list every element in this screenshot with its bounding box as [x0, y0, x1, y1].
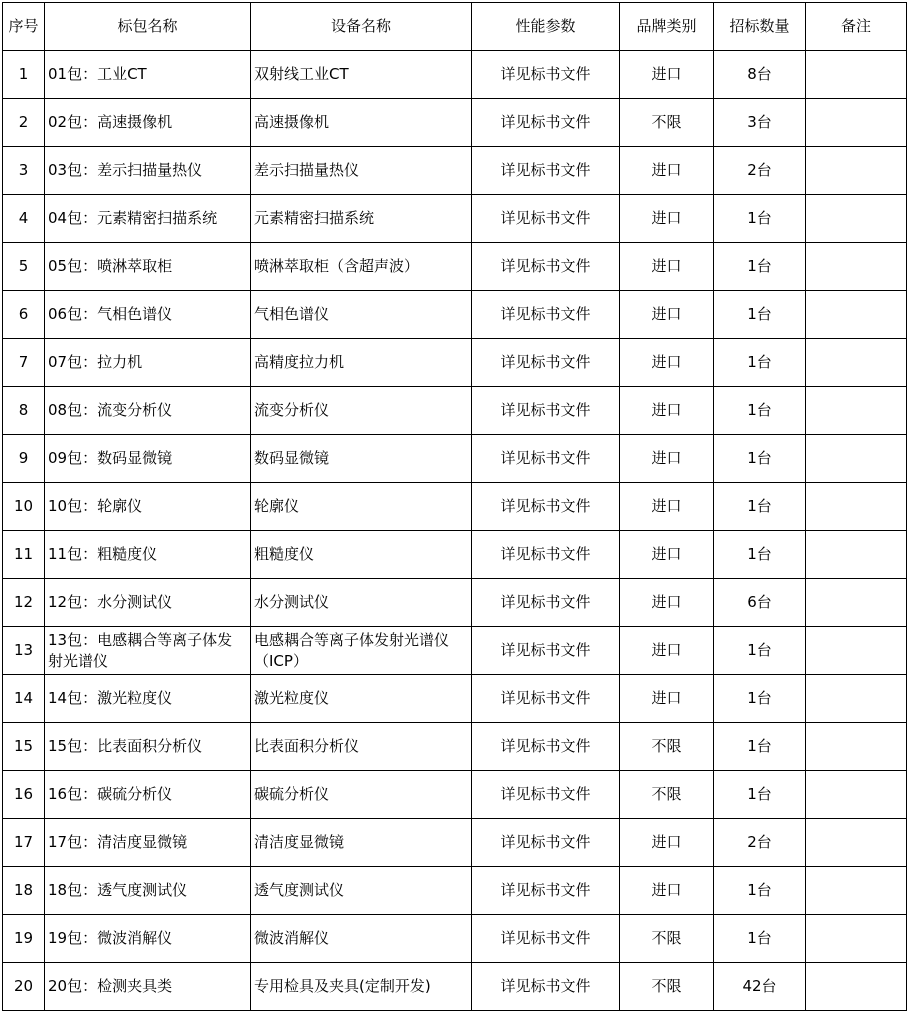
table-row [3, 675, 907, 723]
cell-seq: 19 [3, 915, 45, 963]
cell-package: 08包：流变分析仪 [45, 387, 251, 435]
header-params: 性能参数 [472, 3, 620, 51]
cell-params: 详见标书文件 [472, 675, 620, 723]
cell-package: 05包：喷淋萃取柜 [45, 243, 251, 291]
cell-remark [806, 963, 907, 1011]
table-row [3, 963, 907, 1011]
cell-brand: 进口 [620, 243, 714, 291]
cell-remark [806, 771, 907, 819]
cell-seq: 4 [3, 195, 45, 243]
cell-seq: 10 [3, 483, 45, 531]
cell-package: 03包：差示扫描量热仪 [45, 147, 251, 195]
cell-package: 14包：激光粒度仪 [45, 675, 251, 723]
cell-seq: 15 [3, 723, 45, 771]
cell-qty: 1台 [714, 243, 806, 291]
cell-brand: 进口 [620, 195, 714, 243]
cell-seq: 11 [3, 531, 45, 579]
cell-package: 16包：碳硫分析仪 [45, 771, 251, 819]
table-row [3, 819, 907, 867]
cell-params: 详见标书文件 [472, 531, 620, 579]
cell-params: 详见标书文件 [472, 243, 620, 291]
cell-qty: 8台 [714, 51, 806, 99]
cell-equipment: 数码显微镜 [251, 435, 472, 483]
cell-remark [806, 483, 907, 531]
cell-qty: 1台 [714, 435, 806, 483]
cell-seq: 14 [3, 675, 45, 723]
cell-qty: 1台 [714, 531, 806, 579]
table-row [3, 531, 907, 579]
header-qty: 招标数量 [714, 3, 806, 51]
cell-qty: 1台 [714, 339, 806, 387]
cell-seq: 2 [3, 99, 45, 147]
cell-brand: 进口 [620, 387, 714, 435]
cell-equipment: 微波消解仪 [251, 915, 472, 963]
table-row [3, 51, 907, 99]
cell-seq: 8 [3, 387, 45, 435]
cell-package: 19包：微波消解仪 [45, 915, 251, 963]
cell-package: 01包：工业CT [45, 51, 251, 99]
table-row [3, 99, 907, 147]
cell-params: 详见标书文件 [472, 723, 620, 771]
cell-equipment: 高精度拉力机 [251, 339, 472, 387]
cell-package: 11包：粗糙度仪 [45, 531, 251, 579]
cell-remark [806, 531, 907, 579]
cell-seq: 9 [3, 435, 45, 483]
cell-package: 10包：轮廓仪 [45, 483, 251, 531]
cell-params: 详见标书文件 [472, 627, 620, 675]
cell-params: 详见标书文件 [472, 915, 620, 963]
cell-qty: 1台 [714, 627, 806, 675]
cell-qty: 1台 [714, 195, 806, 243]
cell-remark [806, 99, 907, 147]
cell-brand: 进口 [620, 531, 714, 579]
table-row [3, 771, 907, 819]
cell-params: 详见标书文件 [472, 291, 620, 339]
cell-remark [806, 723, 907, 771]
cell-equipment: 碳硫分析仪 [251, 771, 472, 819]
header-remark: 备注 [806, 3, 907, 51]
cell-equipment: 电感耦合等离子体发射光谱仪（ICP） [251, 627, 472, 675]
cell-seq: 17 [3, 819, 45, 867]
cell-package: 18包：透气度测试仪 [45, 867, 251, 915]
cell-package: 04包：元素精密扫描系统 [45, 195, 251, 243]
cell-seq: 12 [3, 579, 45, 627]
cell-package: 12包：水分测试仪 [45, 579, 251, 627]
cell-qty: 1台 [714, 867, 806, 915]
cell-brand: 不限 [620, 99, 714, 147]
cell-equipment: 喷淋萃取柜（含超声波） [251, 243, 472, 291]
cell-equipment: 气相色谱仪 [251, 291, 472, 339]
tender-table [2, 2, 907, 1011]
cell-package: 06包：气相色谱仪 [45, 291, 251, 339]
cell-remark [806, 147, 907, 195]
table-header-row [3, 3, 907, 51]
table-row [3, 195, 907, 243]
cell-qty: 1台 [714, 483, 806, 531]
cell-equipment: 高速摄像机 [251, 99, 472, 147]
cell-remark [806, 867, 907, 915]
cell-equipment: 粗糙度仪 [251, 531, 472, 579]
table-row [3, 243, 907, 291]
cell-qty: 42台 [714, 963, 806, 1011]
cell-remark [806, 195, 907, 243]
cell-seq: 1 [3, 51, 45, 99]
cell-brand: 不限 [620, 723, 714, 771]
cell-equipment: 双射线工业CT [251, 51, 472, 99]
cell-brand: 进口 [620, 435, 714, 483]
cell-remark [806, 339, 907, 387]
cell-equipment: 流变分析仪 [251, 387, 472, 435]
table-row [3, 435, 907, 483]
table-row [3, 579, 907, 627]
cell-brand: 不限 [620, 963, 714, 1011]
cell-params: 详见标书文件 [472, 147, 620, 195]
cell-qty: 1台 [714, 291, 806, 339]
cell-equipment: 元素精密扫描系统 [251, 195, 472, 243]
table-row [3, 291, 907, 339]
cell-params: 详见标书文件 [472, 387, 620, 435]
cell-equipment: 透气度测试仪 [251, 867, 472, 915]
cell-params: 详见标书文件 [472, 963, 620, 1011]
cell-params: 详见标书文件 [472, 819, 620, 867]
cell-brand: 不限 [620, 915, 714, 963]
cell-qty: 6台 [714, 579, 806, 627]
cell-params: 详见标书文件 [472, 771, 620, 819]
cell-equipment: 清洁度显微镜 [251, 819, 472, 867]
cell-seq: 7 [3, 339, 45, 387]
cell-brand: 进口 [620, 147, 714, 195]
cell-brand: 进口 [620, 483, 714, 531]
cell-remark [806, 291, 907, 339]
cell-package: 20包：检测夹具类 [45, 963, 251, 1011]
cell-brand: 不限 [620, 771, 714, 819]
cell-equipment: 轮廓仪 [251, 483, 472, 531]
cell-brand: 进口 [620, 867, 714, 915]
cell-package: 13包：电感耦合等离子体发射光谱仪 [45, 627, 251, 675]
cell-remark [806, 51, 907, 99]
cell-brand: 进口 [620, 291, 714, 339]
cell-params: 详见标书文件 [472, 99, 620, 147]
cell-brand: 进口 [620, 819, 714, 867]
cell-remark [806, 915, 907, 963]
cell-qty: 1台 [714, 771, 806, 819]
cell-package: 07包：拉力机 [45, 339, 251, 387]
cell-brand: 进口 [620, 627, 714, 675]
cell-package: 02包：高速摄像机 [45, 99, 251, 147]
table-row [3, 339, 907, 387]
cell-params: 详见标书文件 [472, 483, 620, 531]
cell-remark [806, 387, 907, 435]
cell-package: 17包：清洁度显微镜 [45, 819, 251, 867]
cell-seq: 13 [3, 627, 45, 675]
cell-qty: 1台 [714, 675, 806, 723]
cell-params: 详见标书文件 [472, 579, 620, 627]
cell-equipment: 差示扫描量热仪 [251, 147, 472, 195]
table-row [3, 723, 907, 771]
cell-remark [806, 435, 907, 483]
cell-equipment: 激光粒度仪 [251, 675, 472, 723]
cell-seq: 3 [3, 147, 45, 195]
cell-qty: 1台 [714, 723, 806, 771]
cell-params: 详见标书文件 [472, 51, 620, 99]
cell-seq: 18 [3, 867, 45, 915]
cell-qty: 2台 [714, 147, 806, 195]
table-row [3, 483, 907, 531]
header-package: 标包名称 [45, 3, 251, 51]
cell-remark [806, 243, 907, 291]
table-row [3, 867, 907, 915]
table-row [3, 387, 907, 435]
cell-remark [806, 819, 907, 867]
header-brand: 品牌类别 [620, 3, 714, 51]
cell-remark [806, 675, 907, 723]
cell-seq: 5 [3, 243, 45, 291]
cell-params: 详见标书文件 [472, 435, 620, 483]
cell-brand: 进口 [620, 579, 714, 627]
cell-seq: 16 [3, 771, 45, 819]
cell-qty: 3台 [714, 99, 806, 147]
cell-brand: 进口 [620, 339, 714, 387]
cell-equipment: 水分测试仪 [251, 579, 472, 627]
cell-brand: 进口 [620, 51, 714, 99]
cell-params: 详见标书文件 [472, 339, 620, 387]
header-equipment: 设备名称 [251, 3, 472, 51]
cell-seq: 6 [3, 291, 45, 339]
cell-remark [806, 627, 907, 675]
table-row [3, 915, 907, 963]
cell-package: 09包：数码显微镜 [45, 435, 251, 483]
cell-seq: 20 [3, 963, 45, 1011]
table-body [3, 51, 907, 1011]
table-row [3, 147, 907, 195]
cell-qty: 1台 [714, 915, 806, 963]
cell-remark [806, 579, 907, 627]
cell-equipment: 专用检具及夹具(定制开发) [251, 963, 472, 1011]
cell-params: 详见标书文件 [472, 195, 620, 243]
cell-qty: 1台 [714, 387, 806, 435]
cell-qty: 2台 [714, 819, 806, 867]
table-row [3, 627, 907, 675]
cell-equipment: 比表面积分析仪 [251, 723, 472, 771]
header-seq: 序号 [3, 3, 45, 51]
cell-params: 详见标书文件 [472, 867, 620, 915]
cell-brand: 进口 [620, 675, 714, 723]
cell-package: 15包：比表面积分析仪 [45, 723, 251, 771]
